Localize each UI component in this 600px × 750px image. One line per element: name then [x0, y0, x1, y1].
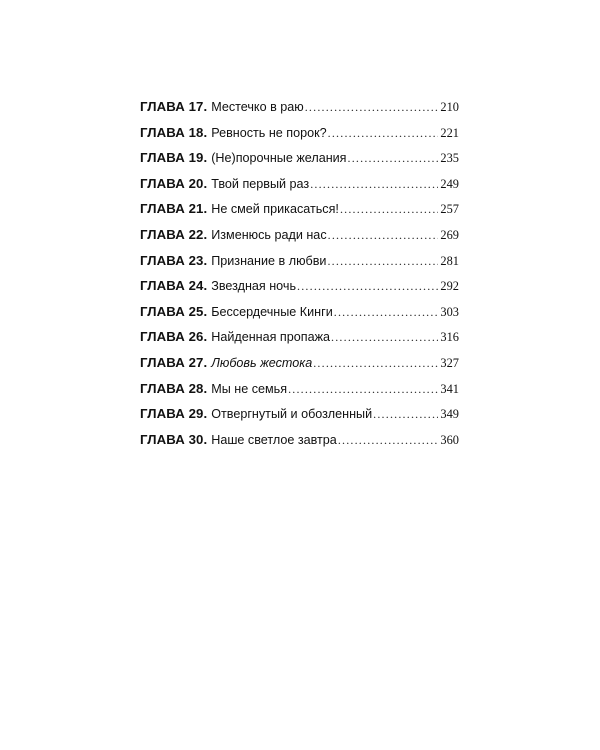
- chapter-label: ГЛАВА 17.: [140, 99, 208, 114]
- toc-entry-28[interactable]: [140, 376, 459, 402]
- toc-entry-19[interactable]: [140, 145, 459, 171]
- toc-entry-29[interactable]: [140, 401, 459, 427]
- toc-entry-26[interactable]: [140, 324, 459, 350]
- chapter-title: Наше светлое завтра: [211, 432, 337, 447]
- page-number: 281: [440, 253, 459, 268]
- toc-entry-18[interactable]: [140, 120, 459, 146]
- page-number: 316: [440, 330, 459, 345]
- dot-leader: [340, 197, 438, 223]
- dot-leader: [310, 172, 438, 198]
- dot-leader: [328, 223, 439, 249]
- chapter-label: ГЛАВА 29.: [140, 406, 208, 422]
- dot-leader: [331, 325, 438, 351]
- page-number: 292: [440, 279, 459, 294]
- chapter-label: ГЛАВА 21.: [140, 201, 208, 217]
- page-number: 235: [440, 151, 459, 166]
- dot-leader: [334, 300, 439, 326]
- dot-leader: [305, 95, 439, 121]
- dot-leader: [373, 402, 438, 428]
- chapter-title: Мы не семья: [211, 381, 288, 396]
- dot-leader: [288, 377, 438, 403]
- chapter-title: Звездная ночь: [211, 279, 297, 294]
- chapter-label: ГЛАВА 26.: [140, 329, 208, 345]
- toc-entry-20[interactable]: [140, 171, 459, 197]
- chapter-label: ГЛАВА 25.: [140, 303, 208, 319]
- toc-entry-24[interactable]: [140, 273, 459, 299]
- toc-entry-17[interactable]: [140, 94, 459, 120]
- chapter-label: ГЛАВА 30.: [140, 431, 208, 447]
- chapter-title: Не смей прикасаться!: [211, 202, 339, 217]
- page-number: 249: [440, 176, 459, 191]
- dot-leader: [313, 351, 438, 377]
- dot-leader: [327, 249, 438, 275]
- chapter-label: ГЛАВА 19.: [140, 150, 208, 166]
- chapter-label: ГЛАВА 22.: [140, 226, 208, 242]
- page-number: 257: [440, 202, 459, 217]
- chapter-label: ГЛАВА 28.: [140, 380, 208, 396]
- chapter-label: ГЛАВА 20.: [140, 175, 208, 191]
- toc-entry-25[interactable]: [140, 299, 459, 325]
- chapter-label: ГЛАВА 18.: [140, 124, 208, 140]
- page-number: 360: [440, 432, 459, 447]
- table-of-contents: [140, 94, 459, 452]
- chapter-title: Местечко в раю: [211, 100, 304, 114]
- toc-entry-27[interactable]: [140, 350, 459, 376]
- page-number: 341: [440, 381, 459, 396]
- toc-entry-22[interactable]: [140, 222, 459, 248]
- toc-entry-30[interactable]: [140, 427, 459, 453]
- chapter-title: Любовь жестока: [211, 355, 313, 370]
- chapter-title: (Не)порочные желания: [211, 151, 347, 166]
- chapter-label: ГЛАВА 24.: [140, 278, 208, 294]
- dot-leader: [297, 274, 438, 300]
- chapter-title: Ревность не порок?: [211, 125, 327, 140]
- chapter-title: Найденная пропажа: [211, 330, 331, 345]
- chapter-title: Признание в любви: [211, 253, 327, 268]
- dot-leader: [338, 428, 439, 454]
- toc-entry-23[interactable]: [140, 248, 459, 274]
- chapter-title: Отвергнутый и обозленный: [211, 407, 373, 422]
- page-number: 349: [440, 407, 459, 422]
- chapter-label: ГЛАВА 23.: [140, 252, 208, 268]
- page-number: 303: [440, 304, 459, 319]
- page-number: 210: [440, 100, 459, 114]
- dot-leader: [348, 146, 439, 172]
- page-number: 221: [440, 125, 459, 140]
- chapter-label: ГЛАВА 27.: [140, 354, 208, 370]
- dot-leader: [328, 121, 439, 147]
- page-number: 269: [440, 227, 459, 242]
- chapter-title: Твой первый раз: [211, 176, 310, 191]
- page-number: 327: [440, 355, 459, 370]
- chapter-title: Изменюсь ради нас: [211, 227, 327, 242]
- chapter-title: Бессердечные Кинги: [211, 304, 333, 319]
- toc-entry-21[interactable]: [140, 196, 459, 222]
